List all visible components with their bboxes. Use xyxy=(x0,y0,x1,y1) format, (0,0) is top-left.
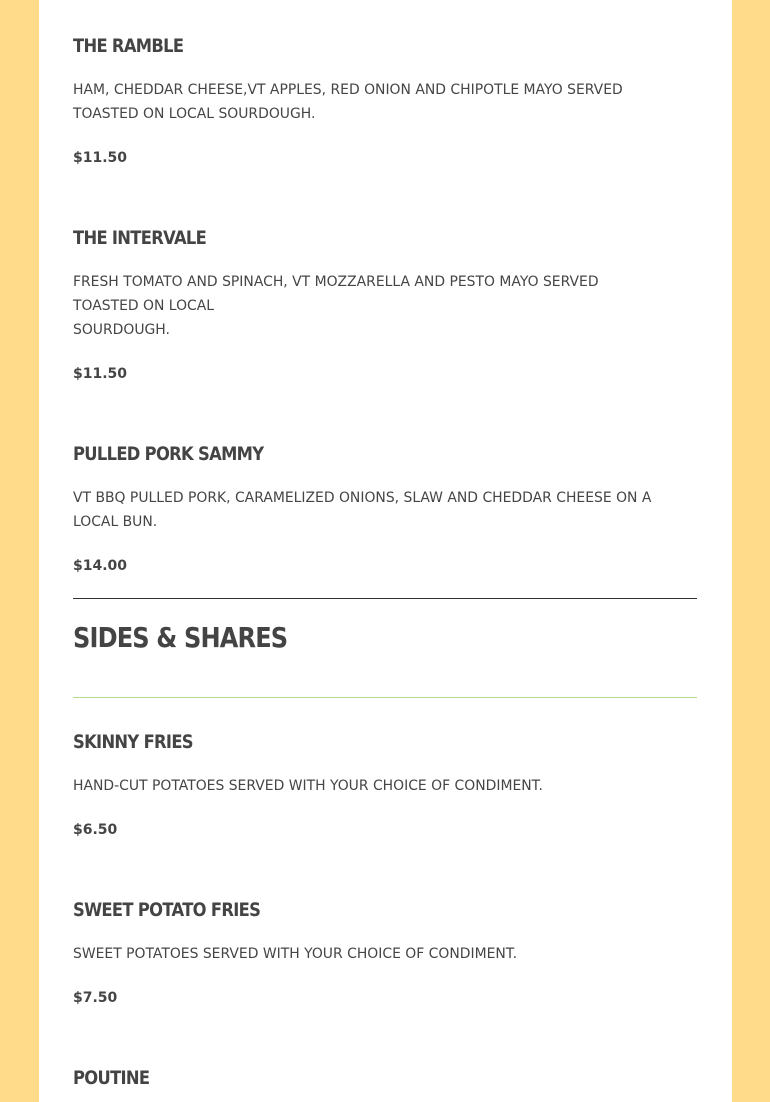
menu-item-title: THE RAMBLE xyxy=(73,35,184,57)
menu-item-price: $11.50 xyxy=(73,366,128,382)
menu-item-description: HAND-CUT POTATOES SERVED WITH YOUR CHOICE OF CONDIMENT. xyxy=(73,778,543,794)
menu-item-title: SWEET POTATO FRIES xyxy=(73,899,261,921)
menu-item-description: VT BBQ PULLED PORK, CARAMELIZED ONIONS, SLAW AND CHEDDAR CHEESE ON A LOCAL BUN. xyxy=(73,490,652,530)
section-title-sides-and-shares: SIDES & SHARES xyxy=(73,621,288,654)
menu-item-price: $6.50 xyxy=(73,822,118,838)
menu-item-title: PULLED PORK SAMMY xyxy=(73,443,264,465)
menu-item-price: $11.50 xyxy=(73,150,128,166)
section-divider xyxy=(73,598,697,599)
section-underline xyxy=(73,697,697,698)
menu-item-description: SWEET POTATOES SERVED WITH YOUR CHOICE OF CONDIMENT. xyxy=(73,946,518,962)
menu-item-description: FRESH TOMATO AND SPINACH, VT MOZZARELLA AND PESTO MAYO SERVED TOASTED ON LOCAL SOURDOUGH. xyxy=(73,274,599,338)
menu-item-title: POUTINE xyxy=(73,1067,150,1089)
menu-item-price: $14.00 xyxy=(73,558,128,574)
menu-item-description: HAM, CHEDDAR CHEESE,VT APPLES, RED ONION AND CHIPOTLE MAYO SERVED TOASTED ON LOCAL SOURDOUGH. xyxy=(73,82,623,122)
menu-item-title: THE INTERVALE xyxy=(73,227,207,249)
menu-item-price: $7.50 xyxy=(73,990,118,1006)
menu-item-title: SKINNY FRIES xyxy=(73,731,193,753)
menu-page xyxy=(39,0,732,1102)
